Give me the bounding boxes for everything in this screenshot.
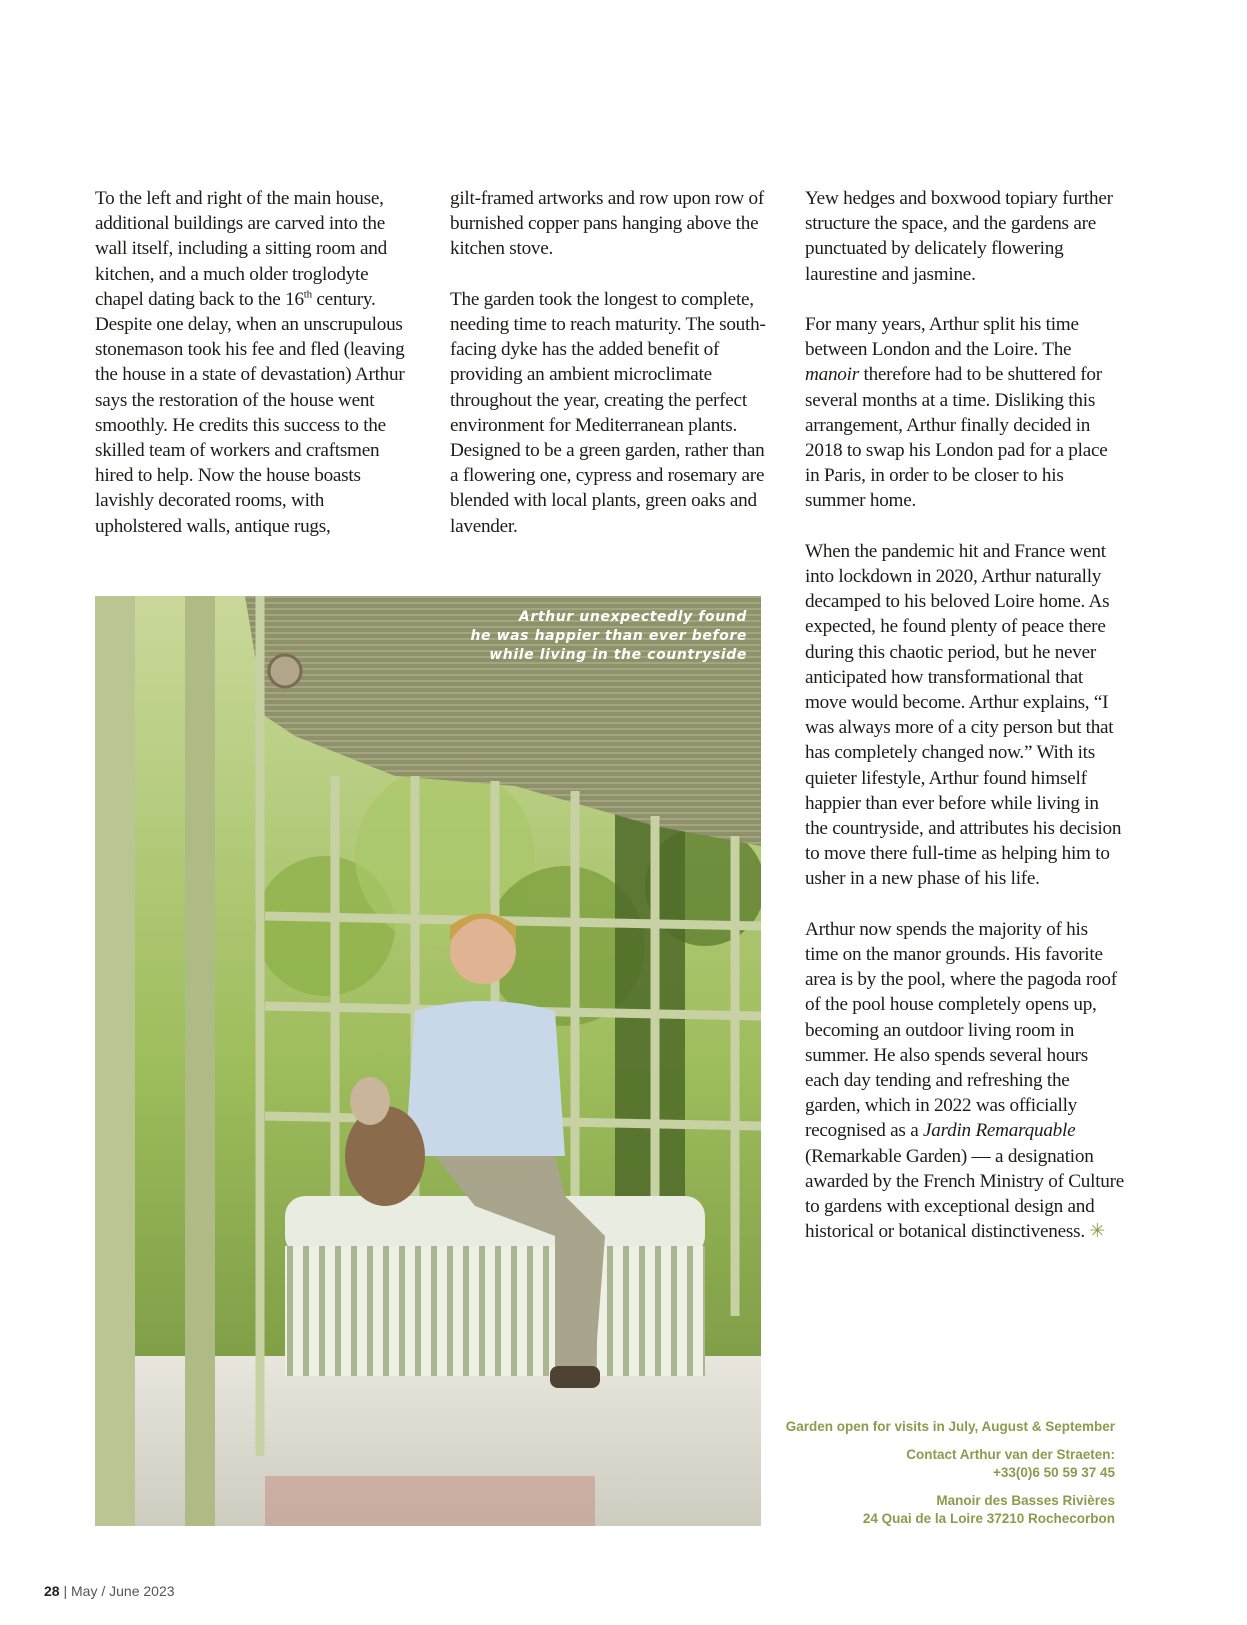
- issue-date: May / June 2023: [71, 1583, 175, 1599]
- page-number: 28: [44, 1583, 60, 1599]
- visits-text: Garden open for visits in July, August & September: [785, 1419, 1115, 1434]
- end-mark-icon: ✳: [1089, 1221, 1106, 1243]
- article-column-1: [95, 186, 405, 564]
- caption-line: he was happier than ever before: [470, 628, 747, 644]
- caption-line: Arthur unexpectedly found: [518, 609, 747, 625]
- page-folio: [44, 1583, 175, 1599]
- paragraph: When the pandemic hit and France went into lockdown in 2020, Arthur naturally decamped to his beloved Loire home. As expected, he found plenty of peace there during this chaotic period, but he never anticipated how transformational that move would become. Arthur explains, “I was always more of a city person but that has completely changed now.” With its quieter lifestyle, Arthur found himself happier than ever before while living in the countryside, and attributes his decision to move there full-time as helping him to usher in a new phase of his life.: [805, 540, 1122, 890]
- paragraph: Yew hedges and boxwood topiary further structure the space, and the gardens are punctuated by delicately flowering laurestine and jasmine.: [805, 188, 1113, 285]
- article-column-2: [450, 186, 770, 564]
- visitor-info: [786, 1418, 1115, 1529]
- contact-text: Contact Arthur van der Straeten:: [906, 1446, 1115, 1462]
- caption-line: while living in the countryside: [489, 647, 747, 663]
- paragraph: Arthur now spends the majority of his time on the manor grounds. His favorite area is by the pool, where the pagoda roof of the pool house completely opens up, becoming an outdoor living room in summer. He also spends several hours each day tending and refreshing the garden, which in 2022 was officially recognised as a Jardin Remarquable (Remarkable Garden) — a designation awarded by the French Ministry of Culture to gardens with exceptional design and historical or botanical distinctiveness. ✳: [805, 918, 1125, 1243]
- phone-number: +33(0)6 50 59 37 45: [993, 1465, 1115, 1480]
- paragraph: For many years, Arthur split his time between London and the Loire. The manoir therefore had to be shuttered for several months at a time. Disliking this arrangement, Arthur finally decided in 2018 to swap his London pad for a place in Paris, in order to be closer to his summer home.: [805, 314, 1108, 512]
- conservatory-illustration: [95, 596, 761, 1526]
- photo-caption: [427, 608, 747, 665]
- manor-name: Manoir des Basses Rivières: [936, 1492, 1115, 1508]
- manor-address: 24 Quai de la Loire 37210 Rochecorbon: [862, 1511, 1115, 1526]
- feature-photo: [95, 596, 761, 1526]
- paragraph: gilt-framed artworks and row upon row of burnished copper pans hanging above the kitchen stove.: [450, 188, 764, 260]
- article-column-3: [805, 186, 1125, 1270]
- folio-separator: |: [63, 1583, 68, 1599]
- paragraph: The garden took the longest to complete, needing time to reach maturity. The south-facing dyke has the added benefit of providing an ambient microclimate throughout the year, creating the perfect environment for Mediterranean plants. Designed to be a green garden, rather than a flowering one, cypress and rosemary are blended with local plants, green oaks and lavender.: [450, 288, 766, 537]
- paragraph: To the left and right of the main house, additional buildings are carved into the wall itself, including a sitting room and kitchen, and a much older troglodyte chapel dating back to the 16th century. Despite one delay, when an unscrupulous stonemason took his fee and fled (leaving the house in a state of devastation) Arthur says the restoration of the house went smoothly. He credits this success to the skilled team of workers and craftsmen hired to help. Now the house boasts lavishly decorated rooms, with upholstered walls, antique rugs,: [95, 188, 405, 537]
